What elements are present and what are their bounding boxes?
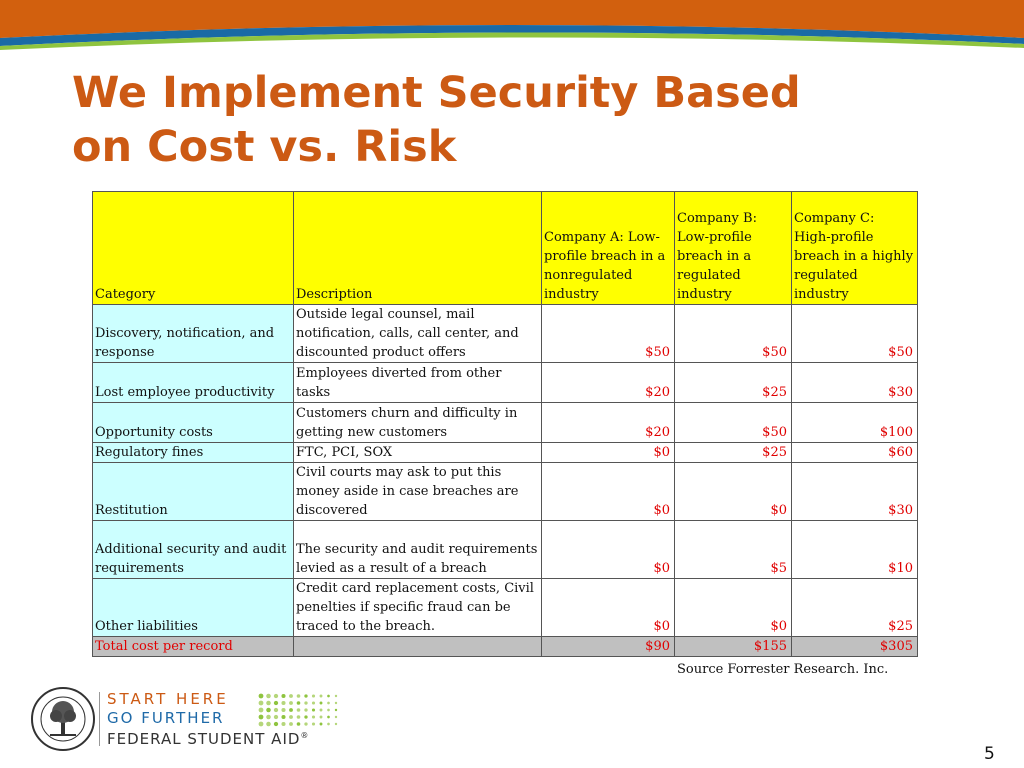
row-value-c: $25 bbox=[792, 579, 918, 637]
table-row bbox=[93, 521, 918, 579]
row-value-c: $30 bbox=[792, 363, 918, 403]
total-value-a: $90 bbox=[542, 637, 675, 657]
title-line-1: We Implement Security Based bbox=[72, 68, 801, 118]
page-number: 5 bbox=[984, 744, 995, 764]
header-company-c: Company C: High-profile breach in a highly regulated industry bbox=[792, 192, 918, 305]
total-value-b: $155 bbox=[675, 637, 792, 657]
row-value-a: $0 bbox=[542, 521, 675, 579]
logo-fsa-text: FEDERAL STUDENT AID bbox=[107, 730, 301, 748]
header-banner bbox=[0, 0, 1024, 60]
row-description: Credit card replacement costs, Civil penelties if specific fraud can be traced to the breach. bbox=[294, 579, 542, 637]
row-value-c: $100 bbox=[792, 403, 918, 443]
row-description: FTC, PCI, SOX bbox=[294, 443, 542, 463]
header-company-b: Company B: Low-profile breach in a regulated industry bbox=[675, 192, 792, 305]
row-value-b: $25 bbox=[675, 363, 792, 403]
row-category: Regulatory fines bbox=[93, 443, 294, 463]
row-category: Other liabilities bbox=[93, 579, 294, 637]
logo-start-here: START HERE bbox=[107, 690, 229, 708]
table-row bbox=[93, 463, 918, 521]
department-seal-icon bbox=[30, 686, 96, 752]
row-value-c: $60 bbox=[792, 443, 918, 463]
row-description: Employees diverted from other tasks bbox=[294, 363, 542, 403]
row-value-a: $0 bbox=[542, 463, 675, 521]
table-header-row bbox=[93, 192, 918, 305]
header-category: Category bbox=[93, 192, 294, 305]
row-value-b: $50 bbox=[675, 403, 792, 443]
row-category: Additional security and audit requirements bbox=[93, 521, 294, 579]
row-value-b: $25 bbox=[675, 443, 792, 463]
row-description: Civil courts may ask to put this money aside in case breaches are discovered bbox=[294, 463, 542, 521]
total-value-c: $305 bbox=[792, 637, 918, 657]
logo-divider bbox=[99, 692, 100, 746]
row-value-b: $0 bbox=[675, 463, 792, 521]
row-value-a: $20 bbox=[542, 403, 675, 443]
table-row bbox=[93, 363, 918, 403]
row-value-c: $10 bbox=[792, 521, 918, 579]
table-row bbox=[93, 443, 918, 463]
row-value-b: $5 bbox=[675, 521, 792, 579]
row-value-a: $50 bbox=[542, 305, 675, 363]
row-value-a: $0 bbox=[542, 443, 675, 463]
row-value-c: $30 bbox=[792, 463, 918, 521]
row-value-b: $0 bbox=[675, 579, 792, 637]
title-line-2: on Cost vs. Risk bbox=[72, 122, 457, 172]
slide-title bbox=[72, 66, 801, 174]
row-value-b: $50 bbox=[675, 305, 792, 363]
table-row bbox=[93, 403, 918, 443]
logo-federal-student-aid bbox=[107, 730, 309, 748]
row-description: Customers churn and difficulty in getting new customers bbox=[294, 403, 542, 443]
table-row bbox=[93, 305, 918, 363]
row-category: Discovery, notification, and response bbox=[93, 305, 294, 363]
header-description: Description bbox=[294, 192, 542, 305]
row-value-a: $20 bbox=[542, 363, 675, 403]
total-label: Total cost per record bbox=[93, 637, 294, 657]
row-category: Restitution bbox=[93, 463, 294, 521]
logo-go-further: GO FURTHER bbox=[107, 709, 225, 727]
row-value-a: $0 bbox=[542, 579, 675, 637]
row-category: Lost employee productivity bbox=[93, 363, 294, 403]
logo-dots-icon bbox=[257, 692, 341, 728]
total-description bbox=[294, 637, 542, 657]
table-row bbox=[93, 579, 918, 637]
registered-mark: ® bbox=[300, 731, 310, 740]
row-value-c: $50 bbox=[792, 305, 918, 363]
total-row bbox=[93, 637, 918, 657]
source-note: Source Forrester Research. Inc. bbox=[677, 662, 889, 677]
header-company-a: Company A: Low-profile breach in a nonregulated industry bbox=[542, 192, 675, 305]
cost-table bbox=[92, 191, 918, 657]
row-description: Outside legal counsel, mail notification, calls, call center, and discounted product offers bbox=[294, 305, 542, 363]
row-category: Opportunity costs bbox=[93, 403, 294, 443]
row-description: The security and audit requirements levied as a result of a breach bbox=[294, 521, 542, 579]
